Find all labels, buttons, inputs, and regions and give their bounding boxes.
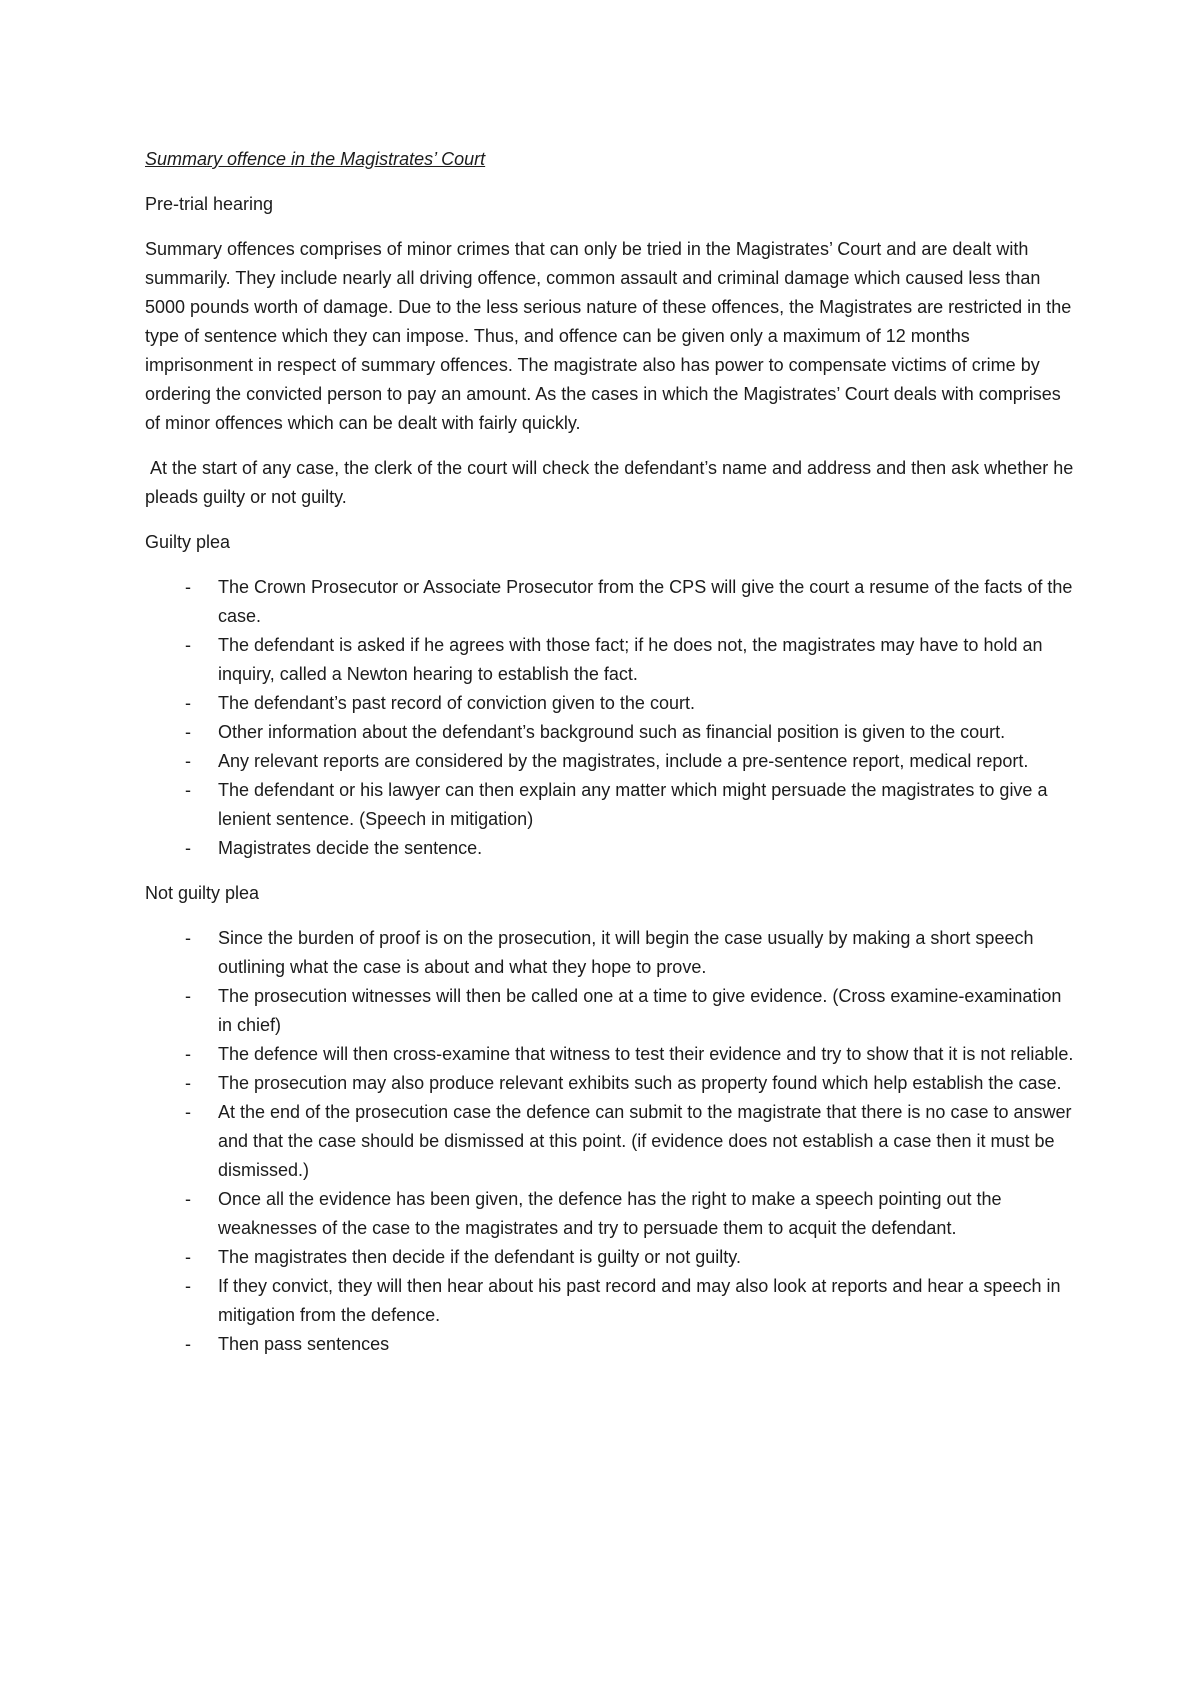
list-item xyxy=(145,834,1075,863)
list-item xyxy=(145,1069,1075,1098)
bullet-dash: - xyxy=(185,1276,191,1296)
document-title: Summary offence in the Magistrates’ Court xyxy=(145,149,486,169)
bullet-dash: - xyxy=(185,986,191,1006)
not-guilty-plea-heading: Not guilty plea xyxy=(145,883,260,903)
list-item-text: The prosecution witnesses will then be called one at a time to give evidence. (Cross examine-examination in chief) xyxy=(218,986,1062,1035)
bullet-dash: - xyxy=(185,1102,191,1122)
list-item xyxy=(145,573,1075,631)
list-item xyxy=(145,1243,1075,1272)
list-item-text: The prosecution may also produce relevant exhibits such as property found which help establish the case. xyxy=(218,1073,1062,1093)
list-item xyxy=(145,1330,1075,1359)
bullet-dash: - xyxy=(185,693,191,713)
list-item-text: At the end of the prosecution case the defence can submit to the magistrate that there is no case to answer and that the case should be dismissed at this point. (if evidence does not establish a case then it must be dismissed.) xyxy=(218,1102,1072,1180)
list-item-text: Magistrates decide the sentence. xyxy=(218,838,483,858)
bullet-dash: - xyxy=(185,751,191,771)
not-guilty-plea-list xyxy=(145,924,1075,1359)
bullet-dash: - xyxy=(185,838,191,858)
list-item-text: The Crown Prosecutor or Associate Prosecutor from the CPS will give the court a resume of the facts of the case. xyxy=(218,577,1073,626)
list-item xyxy=(145,1272,1075,1330)
pretrial-paragraph-1: Summary offences comprises of minor crimes that can only be tried in the Magistrates’ Court and are dealt with summarily. They include nearly all driving offence, common assault and criminal damage which caused less than 5000 pounds worth of damage. Due to the less serious nature of these offences, the Magistrates are restricted in the type of sentence which they can impose. Thus, and offence can be given only a maximum of 12 months imprisonment in respect of summary offences. The magistrate also has power to compensate victims of crime by ordering the convicted person to pay an amount. As the cases in which the Magistrates’ Court deals with comprises of minor offences which can be dealt with fairly quickly. xyxy=(145,239,1072,433)
list-item xyxy=(145,1185,1075,1243)
list-item-text: The magistrates then decide if the defendant is guilty or not guilty. xyxy=(218,1247,741,1267)
bullet-dash: - xyxy=(185,1073,191,1093)
bullet-dash: - xyxy=(185,577,191,597)
list-item-text: The defendant’s past record of conviction given to the court. xyxy=(218,693,695,713)
bullet-dash: - xyxy=(185,928,191,948)
pretrial-heading: Pre-trial hearing xyxy=(145,194,274,214)
list-item xyxy=(145,747,1075,776)
list-item-text: Since the burden of proof is on the prosecution, it will begin the case usually by making a short speech outlining what the case is about and what they hope to prove. xyxy=(218,928,1034,977)
bullet-dash: - xyxy=(185,1247,191,1267)
bullet-dash: - xyxy=(185,635,191,655)
list-item xyxy=(145,1040,1075,1069)
list-item xyxy=(145,689,1075,718)
list-item-text: Any relevant reports are considered by the magistrates, include a pre-sentence report, medical report. xyxy=(218,751,1029,771)
list-item-text: The defendant is asked if he agrees with those fact; if he does not, the magistrates may have to hold an inquiry, called a Newton hearing to establish the fact. xyxy=(218,635,1043,684)
bullet-dash: - xyxy=(185,1044,191,1064)
list-item xyxy=(145,718,1075,747)
list-item-text: The defendant or his lawyer can then explain any matter which might persuade the magistrates to give a lenient sentence. (Speech in mitigation) xyxy=(218,780,1048,829)
list-item xyxy=(145,982,1075,1040)
bullet-dash: - xyxy=(185,780,191,800)
list-item-text: Then pass sentences xyxy=(218,1334,390,1354)
guilty-plea-list xyxy=(145,573,1075,863)
list-item-text: Once all the evidence has been given, the defence has the right to make a speech pointing out the weaknesses of the case to the magistrates and try to persuade them to acquit the defendant. xyxy=(218,1189,1002,1238)
list-item xyxy=(145,776,1075,834)
list-item xyxy=(145,631,1075,689)
list-item-text: If they convict, they will then hear about his past record and may also look at reports and hear a speech in mitigation from the defence. xyxy=(218,1276,1061,1325)
bullet-dash: - xyxy=(185,722,191,742)
list-item xyxy=(145,1098,1075,1185)
guilty-plea-heading: Guilty plea xyxy=(145,532,231,552)
bullet-dash: - xyxy=(185,1189,191,1209)
pretrial-paragraph-2: At the start of any case, the clerk of the court will check the defendant’s name and address and then ask whether he pleads guilty or not guilty. xyxy=(145,458,1079,507)
list-item xyxy=(145,924,1075,982)
list-item-text: Other information about the defendant’s background such as financial position is given to the court. xyxy=(218,722,1006,742)
list-item-text: The defence will then cross-examine that witness to test their evidence and try to show that it is not reliable. xyxy=(218,1044,1074,1064)
bullet-dash: - xyxy=(185,1334,191,1354)
document-body xyxy=(145,145,1079,1375)
